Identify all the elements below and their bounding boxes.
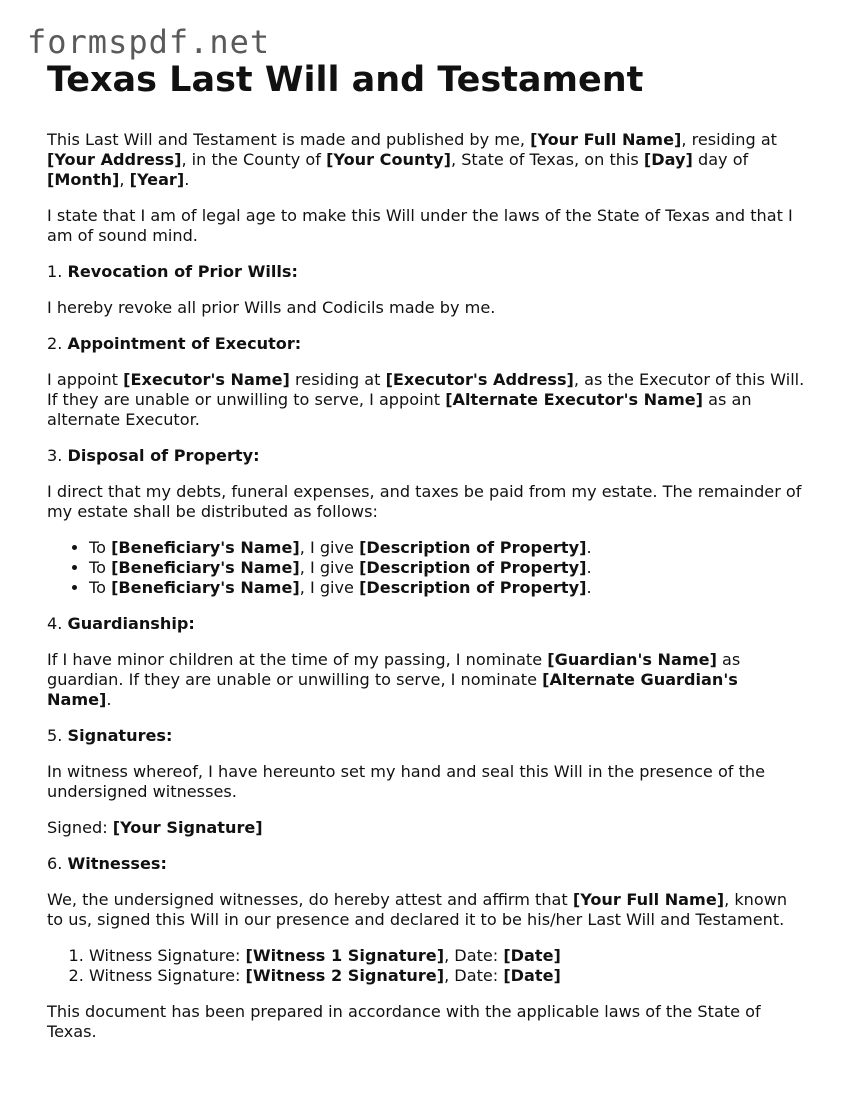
witnesses-paragraph bbox=[47, 890, 807, 930]
beneficiary-field: [Beneficiary's Name] bbox=[111, 538, 300, 557]
text: I appoint bbox=[47, 370, 124, 389]
text: . bbox=[586, 538, 592, 557]
page-title: Texas Last Will and Testament bbox=[47, 60, 644, 100]
text: This Last Will and Testament is made and published by me, bbox=[47, 130, 531, 149]
address-field: [Your Address] bbox=[47, 150, 182, 169]
text: . bbox=[586, 558, 592, 577]
county-field: [Your County] bbox=[326, 150, 451, 169]
text: . bbox=[106, 690, 112, 709]
text: . bbox=[586, 578, 592, 597]
section-title: Disposal of Property: bbox=[67, 446, 260, 465]
signed-label: Signed: bbox=[47, 818, 113, 837]
footer-paragraph: This document has been prepared in accordance with the applicable laws of the State of Texas. bbox=[47, 1002, 761, 1041]
text: To bbox=[89, 538, 112, 557]
intro-paragraph bbox=[47, 130, 807, 190]
witness-signature-field: [Witness 1 Signature] bbox=[245, 946, 445, 965]
section-title: Guardianship: bbox=[67, 614, 195, 633]
day-field: [Day] bbox=[643, 150, 693, 169]
text: To bbox=[89, 558, 112, 577]
section-number: 4. bbox=[47, 614, 68, 633]
text: , known to us, signed this Will in our presence and declared it to be his/her Last Will and Testament. bbox=[47, 890, 788, 929]
bequest-item bbox=[89, 578, 807, 598]
property-field: [Description of Property] bbox=[359, 558, 587, 577]
text: We, the undersigned witnesses, do hereby attest and affirm that bbox=[47, 890, 573, 909]
alternate-executor-field: [Alternate Executor's Name] bbox=[445, 390, 704, 409]
section-title: Revocation of Prior Wills: bbox=[67, 262, 298, 281]
section-4-heading bbox=[47, 614, 807, 634]
section-title: Signatures: bbox=[67, 726, 173, 745]
signature-field: [Your Signature] bbox=[112, 818, 263, 837]
revocation-paragraph: I hereby revoke all prior Wills and Codicils made by me. bbox=[47, 298, 496, 317]
bequest-item bbox=[89, 538, 807, 558]
section-title: Witnesses: bbox=[67, 854, 167, 873]
text: residing at bbox=[289, 370, 386, 389]
witness-date-field: [Date] bbox=[503, 966, 561, 985]
guardian-name-field: [Guardian's Name] bbox=[547, 650, 717, 669]
executor-paragraph bbox=[47, 370, 807, 430]
text: Witness Signature: bbox=[89, 946, 246, 965]
text: , residing at bbox=[681, 130, 777, 149]
signed-line bbox=[47, 818, 807, 838]
legal-age-paragraph: I state that I am of legal age to make this Will under the laws of the State of Texas and that I am of sound mind. bbox=[47, 206, 793, 245]
full-name-field: [Your Full Name] bbox=[572, 890, 725, 909]
text: , bbox=[119, 170, 130, 189]
property-field: [Description of Property] bbox=[359, 578, 587, 597]
bequest-item bbox=[89, 558, 807, 578]
alternate-guardian-field: [Alternate Guardian's Name] bbox=[47, 670, 738, 709]
document-body bbox=[47, 58, 807, 1058]
month-field: [Month] bbox=[47, 170, 120, 189]
text: , Date: bbox=[444, 966, 504, 985]
text: as guardian. If they are unable or unwilling to serve, I nominate bbox=[47, 650, 741, 689]
section-number: 6. bbox=[47, 854, 68, 873]
text: To bbox=[89, 578, 112, 597]
section-number: 1. bbox=[47, 262, 68, 281]
property-field: [Description of Property] bbox=[359, 538, 587, 557]
text: , I give bbox=[299, 558, 360, 577]
full-name-field: [Your Full Name] bbox=[530, 130, 682, 149]
beneficiary-field: [Beneficiary's Name] bbox=[111, 558, 300, 577]
text: , in the County of bbox=[181, 150, 327, 169]
section-number: 2. bbox=[47, 334, 68, 353]
section-5-heading bbox=[47, 726, 807, 746]
executor-name-field: [Executor's Name] bbox=[123, 370, 290, 389]
witness-date-field: [Date] bbox=[503, 946, 561, 965]
beneficiary-field: [Beneficiary's Name] bbox=[111, 578, 300, 597]
witness-item bbox=[89, 966, 807, 986]
bequest-list bbox=[47, 538, 807, 598]
text: day of bbox=[692, 150, 749, 169]
section-number: 5. bbox=[47, 726, 68, 745]
witness-signature-field: [Witness 2 Signature] bbox=[245, 966, 445, 985]
watermark: formspdf.net bbox=[27, 23, 271, 61]
year-field: [Year] bbox=[129, 170, 185, 189]
text: , I give bbox=[299, 538, 360, 557]
property-paragraph: I direct that my debts, funeral expenses, and taxes be paid from my estate. The remainder of my estate shall be distributed as follows: bbox=[47, 482, 802, 521]
text: . bbox=[184, 170, 190, 189]
text: as an alternate Executor. bbox=[47, 390, 752, 429]
witness-item bbox=[89, 946, 807, 966]
guardianship-paragraph bbox=[47, 650, 807, 710]
section-2-heading bbox=[47, 334, 807, 354]
text: , Date: bbox=[444, 946, 504, 965]
witness-list bbox=[47, 946, 807, 986]
section-6-heading bbox=[47, 854, 807, 874]
section-number: 3. bbox=[47, 446, 68, 465]
text: If I have minor children at the time of my passing, I nominate bbox=[47, 650, 548, 669]
section-3-heading bbox=[47, 446, 807, 466]
section-title: Appointment of Executor: bbox=[67, 334, 302, 353]
section-1-heading bbox=[47, 262, 807, 282]
text: , as the Executor of this Will. If they are unable or unwilling to serve, I appoint bbox=[47, 370, 805, 409]
text: , I give bbox=[299, 578, 360, 597]
text: , State of Texas, on this bbox=[450, 150, 644, 169]
text: Witness Signature: bbox=[89, 966, 246, 985]
executor-address-field: [Executor's Address] bbox=[385, 370, 574, 389]
signatures-paragraph: In witness whereof, I have hereunto set my hand and seal this Will in the presence of the undersigned witnesses. bbox=[47, 762, 765, 801]
